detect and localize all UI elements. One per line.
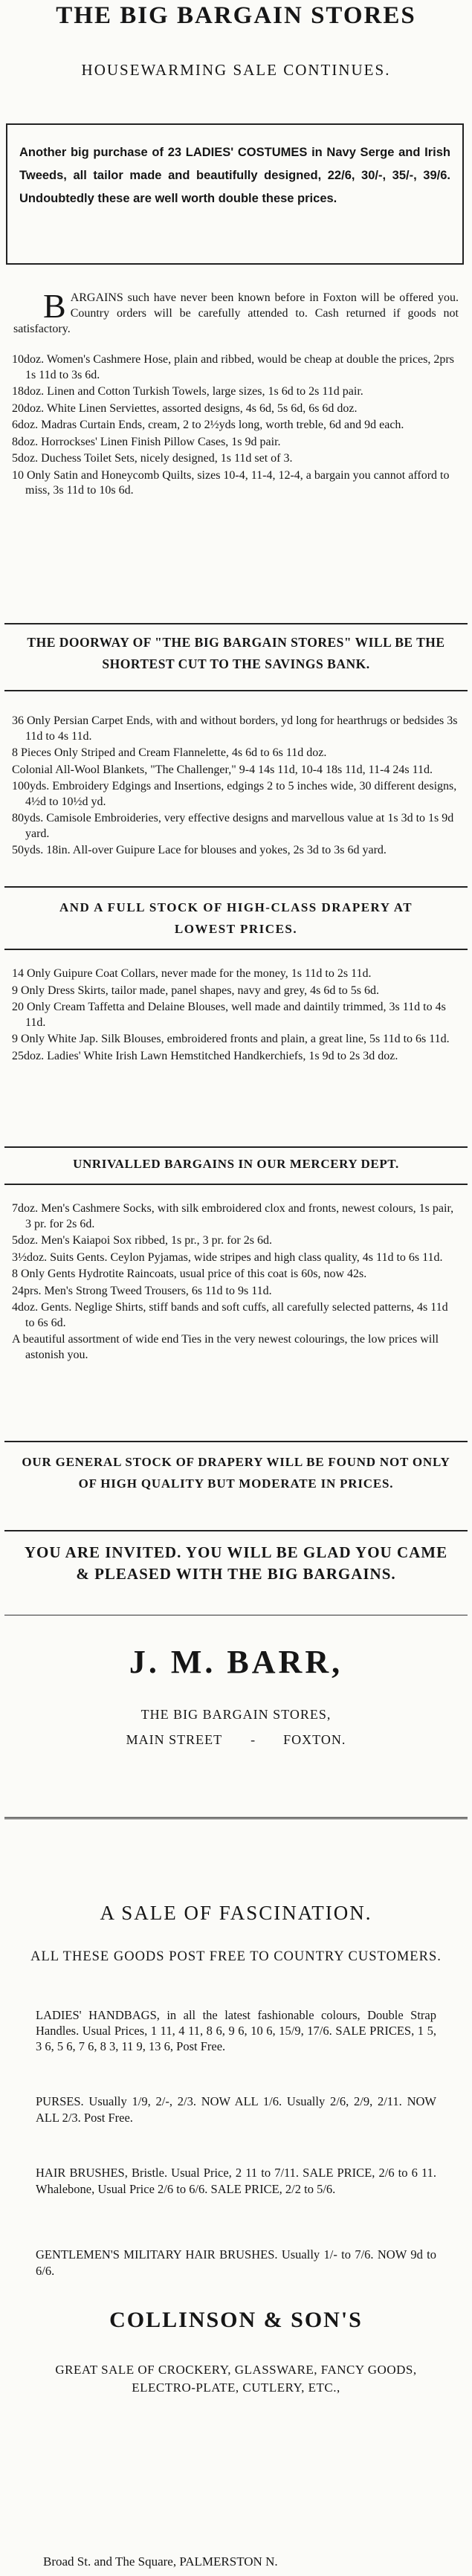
bargains-intro: B ARGAINS such have never been known before in Foxton will be offered you. Country orders will be carefully attended to. Cash returned if goods not satisfactory. <box>13 287 459 335</box>
list-item: 8doz. Horrockses' Linen Finish Pillow Cases, 1s 9d pair. <box>12 435 281 448</box>
costumes-box <box>6 123 464 265</box>
list-apparel <box>0 966 472 1065</box>
post-free-notice: ALL THESE GOODS POST FREE TO COUNTRY CUSTOMERS. <box>30 1949 442 1964</box>
list-mercery <box>0 1201 472 1364</box>
firm-description: GREAT SALE OF CROCKERY, GLASSWARE, FANCY GOODS, ELECTRO-PLATE, CUTLERY, ETC., <box>55 2363 417 2395</box>
divider <box>4 690 468 691</box>
divider <box>4 1441 468 1442</box>
list-item: 50yds. 18in. All-over Guipure Lace for blouses and yokes, 2s 3d to 3s 6d yard. <box>12 844 387 856</box>
list-item: A beautiful assortment of wide end Ties in the very newest colourings, the low prices will astonish you. <box>12 1333 439 1361</box>
invited-notice: YOU ARE INVITED. YOU WILL BE GLAD YOU CAME & PLEASED WITH THE BIG BARGAINS. <box>24 1543 448 1583</box>
general-stock-heading: OUR GENERAL STOCK OF DRAPERY WILL BE FOUND NOT ONLY OF HIGH QUALITY BUT MODERATE IN PRICES. <box>22 1455 450 1491</box>
list-item: 20 Only Cream Taffetta and Delaine Blouses, well made and daintily trimmed, 3s 11d to 4s 11d. <box>12 1001 446 1029</box>
ad-title: THE BIG BARGAIN STORES <box>56 2 416 29</box>
list-carpets <box>0 714 472 860</box>
drop-cap: B <box>43 287 66 325</box>
list-item: 6doz. Madras Curtain Ends, cream, 2 to 2½yds long, worth treble, 6d and 9d each. <box>12 419 404 431</box>
hair-brushes-item: HAIR BRUSHES, Bristle. Usual Price, 2 11 to 7/11. SALE PRICE, 2/6 to 6 11. Whalebone, Usual Price 2/6 to 6/6. SALE PRICE, 2/2 to 5/6. <box>36 2166 436 2196</box>
sale-title: A SALE OF FASCINATION. <box>100 1902 372 1924</box>
mercery-heading: UNRIVALLED BARGAINS IN OUR MERCERY DEPT. <box>73 1157 399 1171</box>
ad-separator <box>4 1817 468 1819</box>
ad-subtitle: HOUSEWARMING SALE CONTINUES. <box>81 61 391 79</box>
purses-item: PURSES. Usually 1/9, 2/-, 2/3. NOW ALL 1/6. Usually 2/6, 2/9, 2/11. NOW ALL 2/3. Post Free. <box>36 2094 436 2125</box>
firm-address: Broad St. and The Square, PALMERSTON N. <box>43 2554 278 2569</box>
list-item: 10doz. Women's Cashmere Hose, plain and ribbed, would be cheap at double the prices, 2prs 1s 11d to 3s 6d. <box>12 353 454 381</box>
list-item: 80yds. Camisole Embroideries, very effective designs and marvellous value at 1s 3d to 1s 9d yard. <box>12 812 454 840</box>
list-item: 3½doz. Suits Gents. Ceylon Pyjamas, wide stripes and high class quality, 4s 11d to 6s 11d. <box>12 1250 443 1264</box>
list-household <box>0 352 472 500</box>
list-item: 24prs. Men's Strong Tweed Trousers, 6s 11d to 9s 11d. <box>12 1284 272 1297</box>
costumes-text: Another big purchase of 23 LADIES' COSTUMES in Navy Serge and Irish Tweeds, all tailor made and beautifully designed, 22/6, 30/-, 35/-, 39/6. Undoubtedly these are well worth double these prices. <box>19 146 450 205</box>
list-item: 7doz. Men's Cashmere Socks, with silk embroidered clox and fronts, newest colours, 1s pair, 3 pr. for 2s 6d. <box>12 1202 454 1230</box>
list-item: 8 Pieces Only Striped and Cream Flannelette, 4s 6d to 6s 11d doz. <box>12 746 327 759</box>
list-item: 8 Only Gents Hydrotite Raincoats, usual price of this coat is 60s, now 42s. <box>12 1268 367 1280</box>
military-brushes-item: GENTLEMEN'S MILITARY HAIR BRUSHES. Usually 1/- to 7/6. NOW 9d to 6/6. <box>36 2247 436 2278</box>
list-item: 14 Only Guipure Coat Collars, never made for the money, 1s 11d to 2s 11d. <box>12 967 372 980</box>
store-address: MAIN STREET - FOXTON. <box>126 1732 346 1747</box>
list-item: 5doz. Duchess Toilet Sets, nicely designed, 1s 11d set of 3. <box>12 452 293 465</box>
proprietor-name: J. M. BARR, <box>129 1644 343 1680</box>
list-item: 20doz. White Linen Serviettes, assorted designs, 4s 6d, 5s 6d, 6s 6d doz. <box>12 401 358 415</box>
handbags-item: LADIES' HANDBAGS, in all the latest fashionable colours, Double Strap Handles. Usual Prices, 1 11, 4 11, 8 6, 9 6, 10 6, 15/9, 17/6. SALE PRICES, 1 5, 3 6, 5 6, 7 6, 8 3, 11 9, 13 6, Post Free. <box>36 2008 436 2053</box>
divider <box>4 886 468 888</box>
drapery-heading: AND A FULL STOCK OF HIGH-CLASS DRAPERY AT LOWEST PRICES. <box>59 900 413 936</box>
list-item: 18doz. Linen and Cotton Turkish Towels, large sizes, 1s 6d to 2s 11d pair. <box>12 385 363 398</box>
list-item: 36 Only Persian Carpet Ends, with and without borders, yd long for hearthrugs or bedsides 3s 11d to 4s 11d. <box>12 714 458 743</box>
list-item: 25doz. Ladies' White Irish Lawn Hemstitched Handkerchiefs, 1s 9d to 2s 3d doz. <box>12 1049 398 1062</box>
list-item: 9 Only Dress Skirts, tailor made, panel shapes, navy and grey, 4s 6d to 5s 6d. <box>12 984 379 997</box>
list-item: 9 Only White Jap. Silk Blouses, embroidered fronts and plain, a great line, 5s 11d to 6s 11d. <box>12 1033 450 1045</box>
doorway-heading: THE DOORWAY OF "THE BIG BARGAIN STORES" WILL BE THE SHORTEST CUT TO THE SAVINGS BANK. <box>27 635 445 671</box>
list-item: 4doz. Gents. Neglige Shirts, stiff bands and soft cuffs, all carefully selected patterns, 4s 11d to 6s 6d. <box>12 1301 448 1329</box>
divider <box>4 1184 468 1185</box>
list-item: 5doz. Men's Kaiapoi Sox ribbed, 1s pr., 3 pr. for 2s 6d. <box>12 1234 272 1247</box>
list-item: 100yds. Embroidery Edgings and Insertions, edgings 2 to 5 inches wide, 30 different designs, 4½d to 10½d yd. <box>12 780 457 808</box>
list-item: 10 Only Satin and Honeycomb Quilts, sizes 10-4, 11-4, 12-4, a bargain you cannot afford to miss, 3s 11d to 10s 6d. <box>12 468 450 497</box>
divider <box>4 1146 468 1148</box>
store-name: THE BIG BARGAIN STORES, <box>140 1707 332 1722</box>
divider <box>4 949 468 950</box>
divider <box>4 1530 468 1531</box>
divider <box>4 623 468 624</box>
list-item: Colonial All-Wool Blankets, "The Challenger," 9-4 14s 11d, 10-4 18s 11d, 11-4 24s 11d. <box>12 763 433 776</box>
firm-name: COLLINSON & SON'S <box>109 2308 363 2332</box>
